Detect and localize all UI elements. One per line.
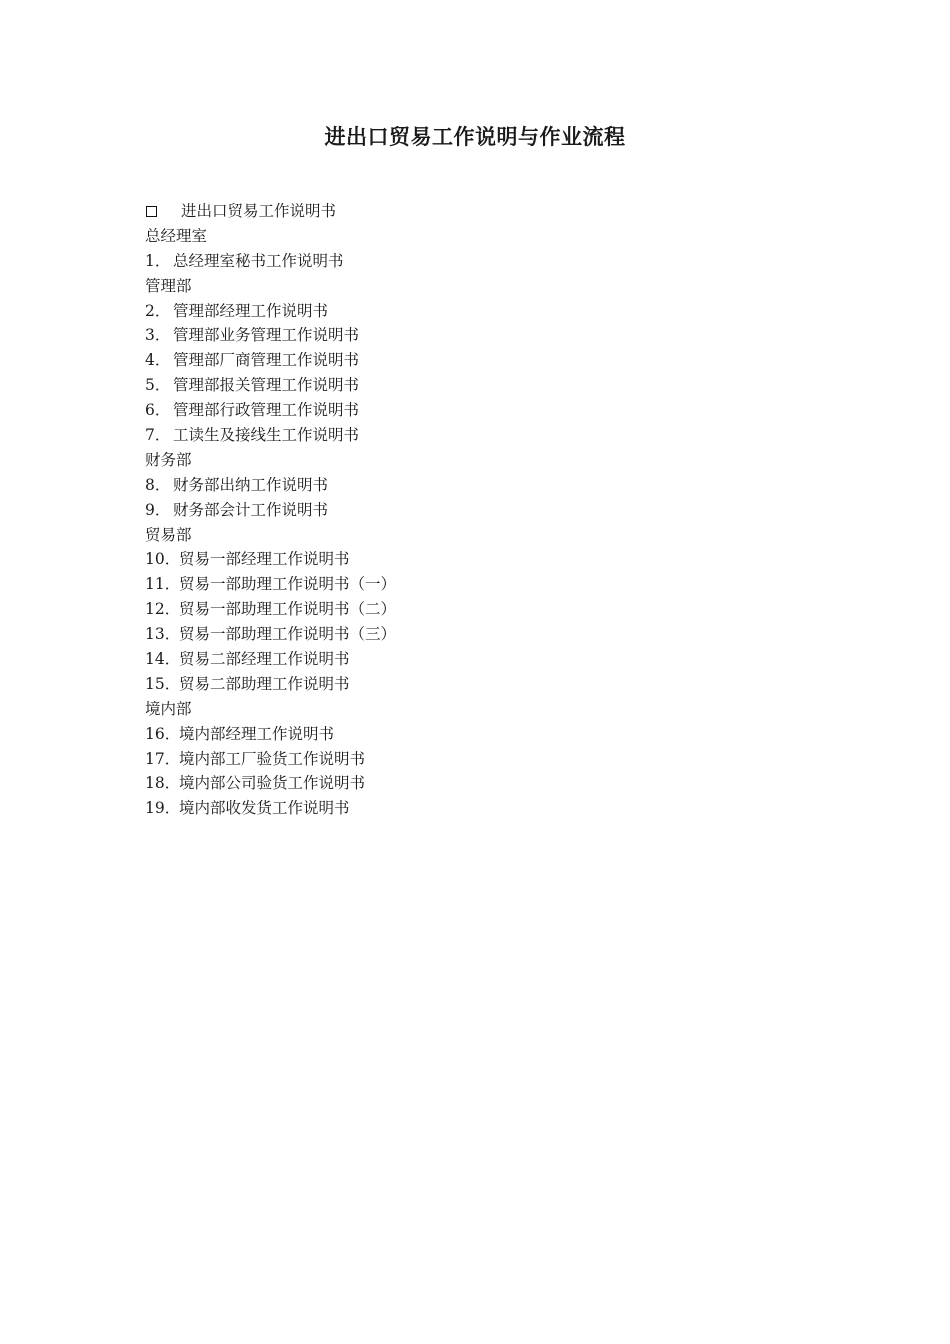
- item-number: 4．: [145, 351, 171, 370]
- section-title: 管理部: [145, 276, 192, 295]
- item-text: 工读生及接线生工作说明书: [173, 426, 360, 445]
- item-text: 财务部出纳工作说明书: [173, 475, 329, 494]
- list-item: [145, 323, 805, 348]
- item-number: 2．: [145, 301, 171, 320]
- item-text: 管理部业务管理工作说明书: [173, 326, 360, 345]
- page-title: 进出口贸易工作说明与作业流程: [324, 125, 626, 149]
- section-title: 总经理室: [145, 226, 208, 245]
- item-text: 管理部行政管理工作说明书: [173, 401, 360, 420]
- list-item: [145, 398, 805, 423]
- item-number: 16．: [145, 724, 181, 743]
- item-number: 7．: [145, 426, 171, 445]
- item-number: 9．: [145, 500, 171, 519]
- item-number: 3．: [145, 326, 171, 345]
- item-text: 贸易二部助理工作说明书: [179, 674, 350, 693]
- item-number: 17．: [145, 749, 181, 768]
- list-item: [145, 647, 805, 672]
- list-item: [145, 348, 805, 373]
- item-text: 贸易一部助理工作说明书（三）: [179, 625, 397, 644]
- item-text: 贸易一部助理工作说明书（二）: [179, 600, 397, 619]
- item-number: 13．: [145, 625, 181, 644]
- list-item: [145, 796, 805, 821]
- item-text: 贸易一部经理工作说明书: [179, 550, 350, 569]
- toc-heading-text: 进出口贸易工作说明书: [181, 202, 337, 220]
- item-number: 12．: [145, 600, 181, 619]
- item-number: 1．: [145, 251, 171, 270]
- list-item: [145, 373, 805, 398]
- item-text: 管理部报关管理工作说明书: [173, 376, 360, 395]
- item-number: 5．: [145, 376, 171, 395]
- item-text: 境内部收发货工作说明书: [179, 799, 350, 818]
- item-number: 10．: [145, 550, 181, 569]
- list-item: [145, 597, 805, 622]
- item-number: 14．: [145, 650, 181, 669]
- item-text: 总经理室秘书工作说明书: [173, 251, 344, 270]
- item-number: 6．: [145, 401, 171, 420]
- list-item: [145, 722, 805, 747]
- item-number: 15．: [145, 674, 181, 693]
- item-text: 境内部公司验货工作说明书: [179, 774, 366, 793]
- section-title: 境内部: [145, 699, 192, 718]
- item-text: 管理部经理工作说明书: [173, 301, 329, 320]
- item-text: 管理部厂商管理工作说明书: [173, 351, 360, 370]
- item-number: 8．: [145, 475, 171, 494]
- item-text: 财务部会计工作说明书: [173, 500, 329, 519]
- list-item: [145, 423, 805, 448]
- item-text: 境内部工厂验货工作说明书: [179, 749, 366, 768]
- item-text: 境内部经理工作说明书: [179, 724, 335, 743]
- table-of-contents: [145, 199, 805, 821]
- section-title: 贸易部: [145, 525, 192, 544]
- item-number: 11．: [145, 575, 181, 594]
- toc-heading: [145, 199, 805, 224]
- checkbox-icon: [146, 206, 157, 217]
- item-number: 19．: [145, 799, 181, 818]
- list-item: [145, 299, 805, 324]
- item-text: 贸易二部经理工作说明书: [179, 650, 350, 669]
- list-item: [145, 747, 805, 772]
- list-item: [145, 498, 805, 523]
- item-number: 18．: [145, 774, 181, 793]
- item-text: 贸易一部助理工作说明书（一）: [179, 575, 397, 594]
- list-item: [145, 672, 805, 697]
- list-item: [145, 249, 805, 274]
- list-item: [145, 771, 805, 796]
- list-item: [145, 622, 805, 647]
- list-item: [145, 547, 805, 572]
- list-item: [145, 473, 805, 498]
- list-item: [145, 572, 805, 597]
- section-title: 财务部: [145, 450, 192, 469]
